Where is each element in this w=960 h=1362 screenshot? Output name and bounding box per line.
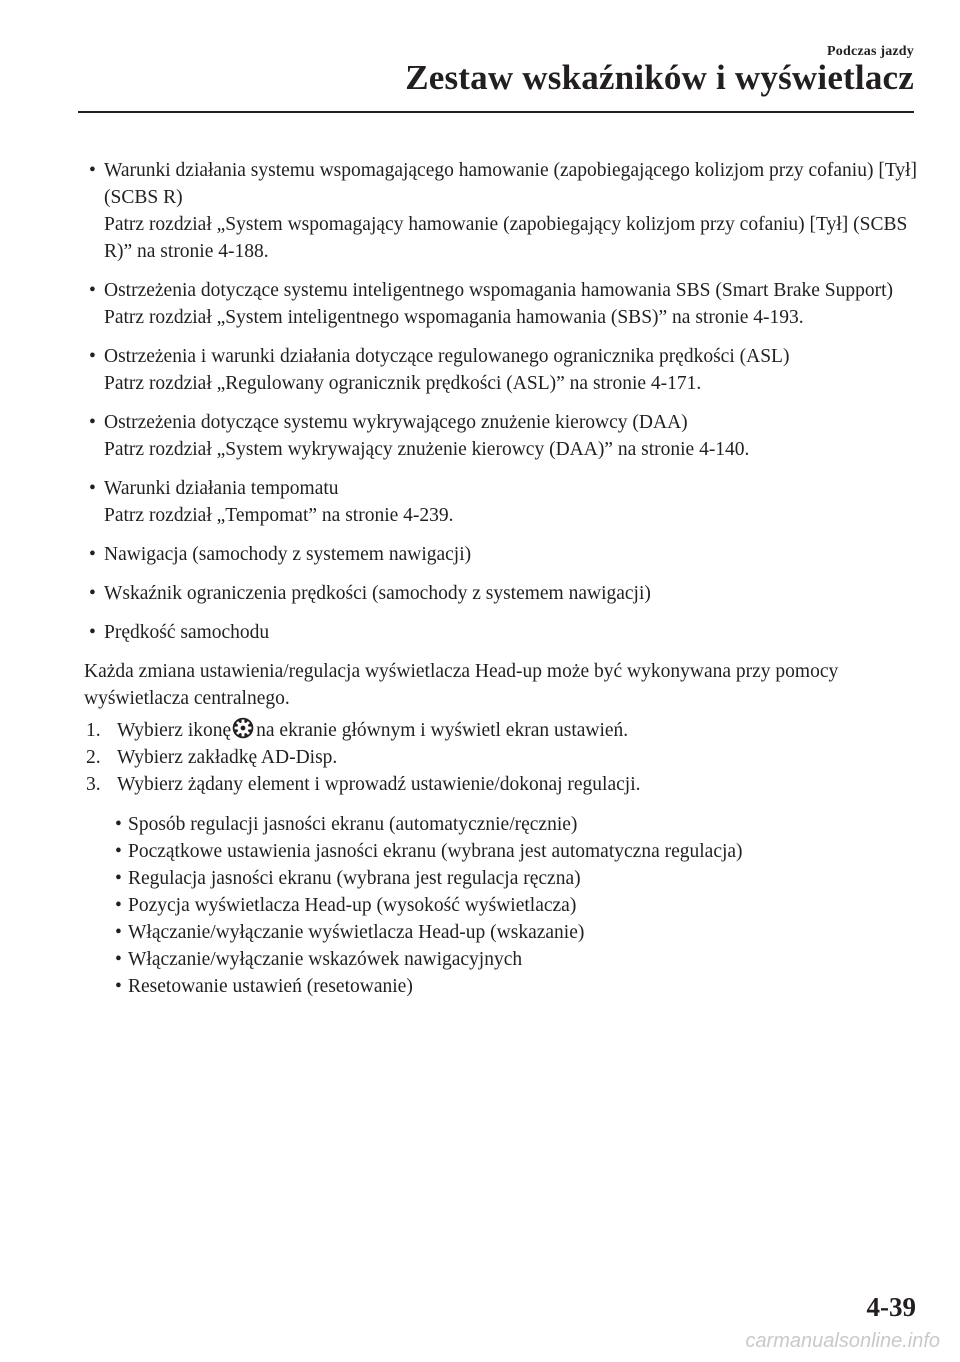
step-text: Wybierz zakładkę AD-Disp. (117, 747, 338, 768)
list-item (84, 541, 924, 568)
list-item-reference: Patrz rozdział „Regulowany ogranicznik prędkości (ASL)” na stronie 4-171. (104, 373, 702, 394)
sub-list-item (111, 811, 924, 838)
list-item (84, 619, 924, 646)
bullet-dot: • (115, 814, 122, 835)
list-item-text: Warunki działania tempomatu (104, 478, 339, 499)
step-text-continued: na ekranie głównym i wyświetl ekran ustawień. (256, 720, 629, 741)
sub-list-item-text: Regulacja jasności ekranu (wybrana jest regulacja ręczna) (128, 868, 581, 889)
bullet-dot: • (89, 412, 96, 433)
list-item (84, 277, 924, 331)
sub-list-item (111, 892, 924, 919)
step-text: Wybierz ikonę (117, 720, 232, 741)
watermark: carmanualsonline.info (745, 1330, 940, 1352)
sub-list-item-text: Początkowe ustawienia jasności ekranu (wybrana jest automatyczna regulacja) (128, 841, 743, 862)
body-paragraph: Każda zmiana ustawienia/regulacja wyświetlacza Head-up może być wykonywana przy pomocy wyświetlacza centralnego. (84, 661, 839, 709)
bullet-dot: • (115, 895, 122, 916)
bullet-dot: • (115, 949, 122, 970)
header-divider (78, 111, 914, 113)
sub-list-item (111, 973, 924, 1000)
section-header: Podczas jazdy (827, 44, 914, 59)
step-text: Wybierz żądany element i wprowadź ustawienie/dokonaj regulacji. (117, 774, 641, 795)
list-item (84, 409, 924, 463)
list-item-text: Nawigacja (samochody z systemem nawigacji) (104, 544, 472, 565)
bullet-dot: • (89, 160, 96, 181)
sub-list-item (111, 946, 924, 973)
sub-list-item (111, 919, 924, 946)
list-item (84, 475, 924, 529)
sub-list-item-text: Resetowanie ustawień (resetowanie) (128, 976, 413, 997)
bullet-dot: • (115, 841, 122, 862)
list-item-text: Ostrzeżenia dotyczące systemu wykrywającego znużenie kierowcy (DAA) (104, 412, 688, 433)
settings-gear-icon (232, 717, 254, 739)
step-number: 3. (86, 774, 101, 795)
list-item-text: Ostrzeżenia i warunki działania dotyczące regulowanego ogranicznika prędkości (ASL) (104, 346, 790, 367)
list-item-reference: Patrz rozdział „System wspomagający hamowanie (zapobiegający kolizjom przy cofaniu) [Tył] (SCBS R)” na stronie 4-188. (104, 214, 908, 262)
list-item (84, 157, 924, 265)
bullet-dot: • (89, 583, 96, 604)
sub-list-item-text: Sposób regulacji jasności ekranu (automatycznie/ręcznie) (128, 814, 578, 835)
list-item-text: Wskaźnik ograniczenia prędkości (samochody z systemem nawigacji) (104, 583, 651, 604)
bullet-dot: • (89, 478, 96, 499)
settings-sublist (84, 811, 924, 1000)
step-number: 2. (86, 747, 101, 768)
sub-list-item (111, 838, 924, 865)
step-item (84, 771, 924, 798)
step-number: 1. (86, 720, 101, 741)
list-item-reference: Patrz rozdział „System inteligentnego wspomagania hamowania (SBS)” na stronie 4-193. (104, 307, 804, 328)
bullet-dot: • (115, 868, 122, 889)
step-item (84, 744, 924, 771)
list-item (84, 343, 924, 397)
bullet-dot: • (115, 976, 122, 997)
bullet-dot: • (89, 544, 96, 565)
list-item-text: Prędkość samochodu (104, 622, 270, 643)
step-item (84, 717, 924, 744)
list-item-text: Ostrzeżenia dotyczące systemu inteligentnego wspomagania hamowania SBS (Smart Brake Support) (104, 280, 893, 301)
page-number: 4-39 (866, 1292, 916, 1322)
bullet-dot: • (89, 346, 96, 367)
list-item-reference: Patrz rozdział „Tempomat” na stronie 4-239. (104, 505, 454, 526)
page-title: Zestaw wskaźników i wyświetlacz (405, 58, 914, 97)
bullet-dot: • (89, 280, 96, 301)
sub-list-item-text: Włączanie/wyłączanie wyświetlacza Head-up (wskazanie) (128, 922, 585, 943)
bullet-dot: • (115, 922, 122, 943)
list-item-text: Warunki działania systemu wspomagającego hamowanie (zapobiegającego kolizjom przy cofaniu) [Tył] (SCBS R) (104, 160, 918, 208)
list-item (84, 580, 924, 607)
sub-list-item-text: Włączanie/wyłączanie wskazówek nawigacyjnych (128, 949, 523, 970)
main-content (84, 157, 924, 1000)
list-item-reference: Patrz rozdział „System wykrywający znużenie kierowcy (DAA)” na stronie 4-140. (104, 439, 750, 460)
bullet-dot: • (89, 622, 96, 643)
sub-list-item-text: Pozycja wyświetlacza Head-up (wysokość wyświetlacza) (128, 895, 577, 916)
sub-list-item (111, 865, 924, 892)
